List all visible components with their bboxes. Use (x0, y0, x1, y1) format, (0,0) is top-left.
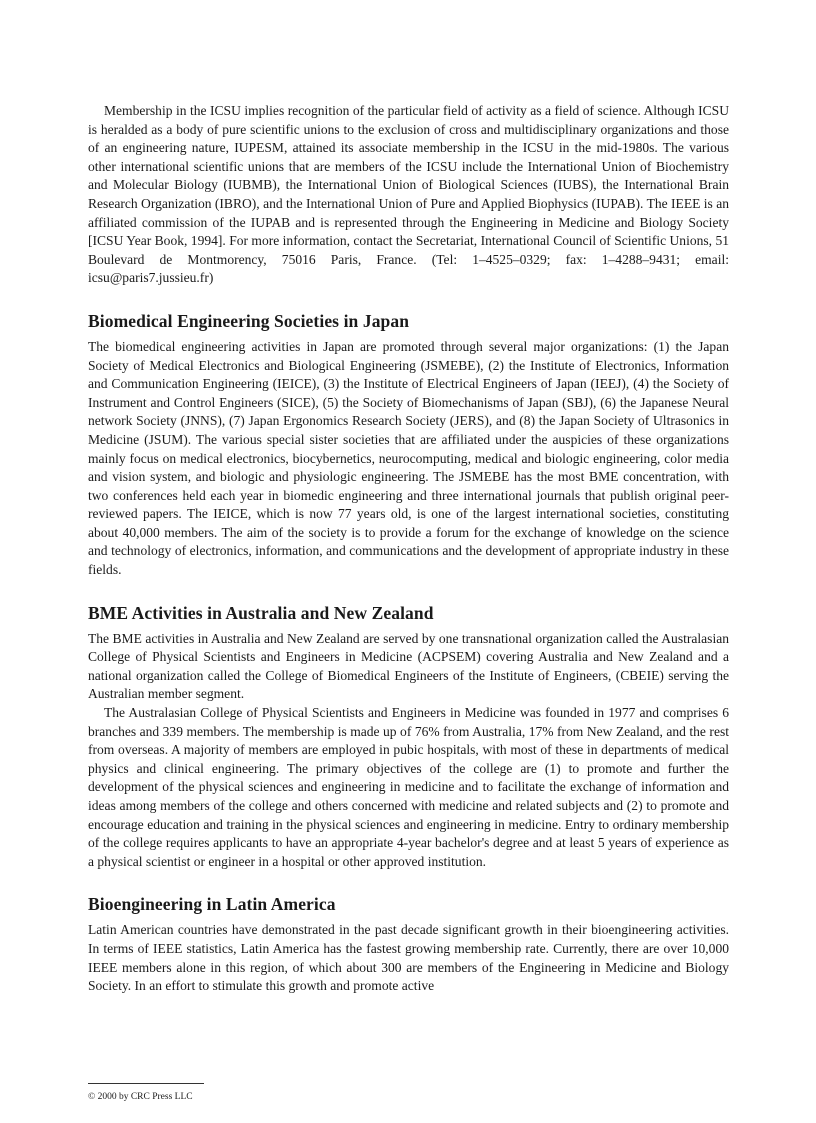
intro-paragraph: Membership in the ICSU implies recognition of the particular field of activity as a field of science. Although ICSU is heralded as a body of pure scientific unions to the exclusion of cross and multidisciplinary organizations and those of an engineering nature, IUPESM, attained its associate membership in the ICSU in the mid-1980s. The various other international scientific unions that are members of the ICSU include the International Union of Biochemistry and Molecular Biology (IUBMB), the International Union of Biological Sciences (IUBS), the International Brain Research Organization (IBRO), and the International Union of Pure and Applied Biophysics (IUPAB). The IEEE is an affiliated commission of the IUPAB and is represented through the Engineering in Medicine and Biology Society [ICSU Year Book, 1994]. For more information, contact the Secretariat, International Council of Scientific Unions, 51 Boulevard de Montmorency, 75016 Paris, France. (Tel: 1–4525–0329; fax: 1–4288–9431; email: icsu@paris7.jussieu.fr) (88, 103, 729, 286)
australia-paragraph-2: The Australasian College of Physical Scientists and Engineers in Medicine was founded in 1977 and comprises 6 branches and 339 members. The membership is made up of 76% from Australia, 17% from New Zealand, and the rest from overseas. A majority of members are employed in pubic hospitals, with most of these in departments of medical physics and clinical engineering. The primary objectives of the college are (1) to promote and further the development of the physical sciences and engineering in medicine and to facilitate the exchange of information and ideas among members of the college and others concerned with medicine and related subjects and (2) to promote and encourage education and training in the physical sciences and engineering in medicine. Entry to ordinary membership of the college requires applicants to have an appropriate 4-year bachelor's degree and at least 5 years of experience as a physical scientist or engineer in a hospital or other approved institution. (88, 705, 729, 869)
australia-paragraph-1: The BME activities in Australia and New Zealand are served by one transnational organization called the Australasian College of Physical Scientists and Engineers in Medicine (ACPSEM) covering Australia and New Zealand and a national organization called the College of Biomedical Engineers of the Institute of Engineers, (CBEIE) serving the Australian member segment. (88, 630, 729, 702)
footer-divider (88, 1083, 204, 1084)
japan-section-heading: Biomedical Engineering Societies in Japan (88, 310, 410, 331)
latin-america-paragraph: Latin American countries have demonstrated in the past decade significant growth in their bioengineering activities. In terms of IEEE statistics, Latin America has the fastest growing membership rate. Currently, there are over 10,000 IEEE members alone in this region, of which about 300 are members of the Engineering in Medicine and Biology Society. In an effort to stimulate this growth and promote active (88, 922, 729, 994)
australia-section-heading: BME Activities in Australia and New Zealand (88, 602, 434, 623)
latin-america-section-heading: Bioengineering in Latin America (88, 894, 336, 915)
document-page (88, 102, 729, 996)
japan-paragraph: The biomedical engineering activities in Japan are promoted through several major organizations: (1) the Japan Society of Medical Electronics and Biological Engineering (JSMEBE), (2) the Institute of Electronics, Information and Communication Engineering (IEICE), (3) the Institute of Electrical Engineers of Japan (IEEJ), (4) the Society of Instrument and Control Engineers (SICE), (5) the Society of Biomechanisms of Japan (SBJ), (6) the Japanese Neural network Society (JNNS), (7) Japan Ergonomics Research Society (JERS), and (8) the Japan Society of Ultrasonics in Medicine (JSUM). The various special sister societies that are affiliated under the auspicies of these organizations mainly focus on medical electronics, biocybernetics, neurocomputing, medical and biologic engineering, color media and vision system, and biologic and physiologic engineering. The JSMEBE has the most BME concentration, with two conferences held each year in biomedic engineering and three international journals that publish original peer-reviewed papers. The IEICE, which is now 77 years old, is one of the largest international societies, constituting about 40,000 members. The aim of the society is to provide a forum for the exchange of knowledge on the science and technology of electronics, information, and communications and the development of appropriate industry in these fields. (88, 338, 729, 578)
copyright-footer: © 2000 by CRC Press LLC (88, 1092, 193, 1102)
